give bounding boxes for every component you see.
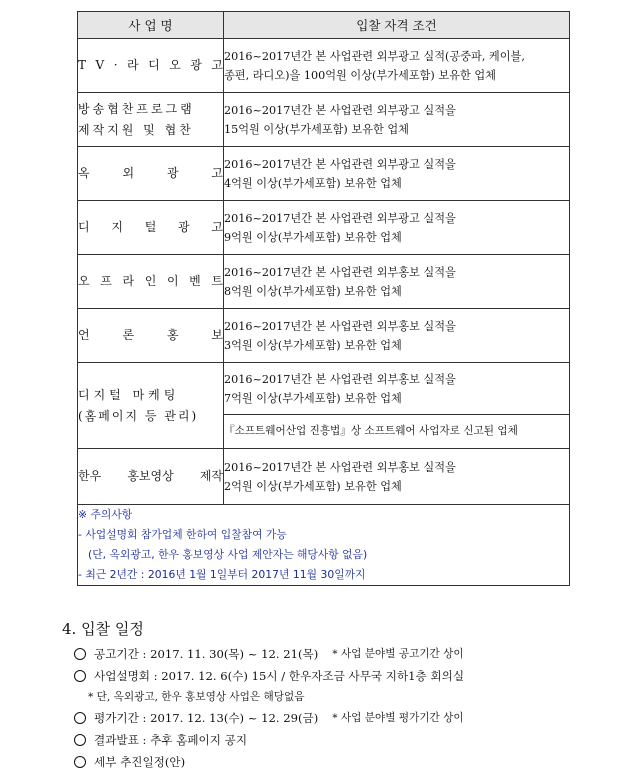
table-row — [78, 147, 570, 201]
project-name-broadcast-sponsor: 방송협찬프로그램 제작지원 및 협찬 — [78, 93, 224, 147]
notes-title: ※ 주의사항 — [78, 508, 133, 521]
list-item: 평가기간 : 2017. 12. 13(수) ~ 12. 29(금) * 사업 분야별 평가기간 상이 — [62, 707, 602, 729]
table-row — [78, 255, 570, 309]
condition-outdoor: 2016~2017년간 본 사업관련 외부광고 실적을 4억원 이상(부가세포함) 보유한 업체 — [224, 147, 570, 201]
condition-tv-radio: 2016~2017년간 본 사업관련 외부광고 실적(공중파, 케이블, 종편, 라디오)을 100억원 이상(부가세포함) 보유한 업체 — [224, 39, 570, 93]
bid-schedule-section — [62, 618, 602, 773]
caution-notes — [78, 505, 570, 586]
list-item: 사업설명회 : 2017. 12. 6(수) 15시 / 한우자조금 사무국 지하1층 회의실 — [62, 665, 602, 687]
table-row — [78, 39, 570, 93]
condition-hanwoo-video: 2016~2017년간 본 사업관련 외부홍보 실적을 2억원 이상(부가세포함) 보유한 업체 — [224, 449, 570, 505]
notes-line: - 최근 2년간 : 2016년 1월 1일부터 2017년 11월 30일까지 — [78, 568, 366, 581]
condition-digital-marketing: 2016~2017년간 본 사업관련 외부홍보 실적을 7억원 이상(부가세포함) 보유한 업체 — [224, 363, 570, 415]
condition-software-registration: 『소프트웨어산업 진흥법』상 소프트웨어 사업자로 신고된 업체 — [224, 415, 570, 449]
table-row — [78, 201, 570, 255]
project-name-outdoor: 옥 외 광 고 — [78, 147, 224, 201]
table-row — [78, 93, 570, 147]
table-header-row — [78, 12, 570, 39]
project-name-offline-event: 오 프 라 인 이 벤 트 — [78, 255, 224, 309]
list-item: 공고기간 : 2017. 11. 30(목) ~ 12. 21(목) * 사업 분야별 공고기간 상이 — [62, 643, 602, 665]
qualification-table — [77, 11, 570, 586]
condition-press-pr: 2016~2017년간 본 사업관련 외부홍보 실적을 3억원 이상(부가세포함) 보유한 업체 — [224, 309, 570, 363]
list-item: 결과발표 : 추후 홈페이지 공지 — [62, 729, 602, 751]
project-name-press-pr: 언 론 홍 보 — [78, 309, 224, 363]
section-title: 4. 입찰 일정 — [62, 620, 144, 638]
condition-offline-event: 2016~2017년간 본 사업관련 외부홍보 실적을 8억원 이상(부가세포함) 보유한 업체 — [224, 255, 570, 309]
header-qualification: 입찰 자격 조건 — [224, 12, 570, 39]
condition-digital-ad: 2016~2017년간 본 사업관련 외부광고 실적을 9억원 이상(부가세포함) 보유한 업체 — [224, 201, 570, 255]
circle-bullet-icon — [74, 756, 86, 768]
notes-row — [78, 505, 570, 586]
sub-note: * 단, 옥외광고, 한우 홍보영상 사업은 해당없음 — [88, 691, 305, 703]
table-row — [78, 449, 570, 505]
circle-bullet-icon — [74, 670, 86, 682]
circle-bullet-icon — [74, 712, 86, 724]
notes-line: (단, 옥외광고, 한우 홍보영상 사업 제안자는 해당사항 없음) — [88, 548, 368, 561]
condition-broadcast-sponsor: 2016~2017년간 본 사업관련 외부광고 실적을 15억원 이상(부가세포함) 보유한 업체 — [224, 93, 570, 147]
project-name-digital-ad: 디 지 털 광 고 — [78, 201, 224, 255]
circle-bullet-icon — [74, 648, 86, 660]
project-name-tv-radio: T V · 라 디 오 광 고 — [78, 39, 224, 93]
list-item: 세부 추진일정(안) — [62, 751, 602, 773]
project-name-hanwoo-video: 한우 홍보영상 제작 — [78, 449, 224, 505]
table-row — [78, 363, 570, 415]
project-name-digital-marketing: 디지털 마케팅 (홈페이지 등 관리) — [78, 363, 224, 449]
header-project-name: 사 업 명 — [78, 12, 224, 39]
circle-bullet-icon — [74, 734, 86, 746]
notes-line: - 사업설명회 참가업체 한하여 입찰참여 가능 — [78, 528, 287, 541]
table-row — [78, 309, 570, 363]
